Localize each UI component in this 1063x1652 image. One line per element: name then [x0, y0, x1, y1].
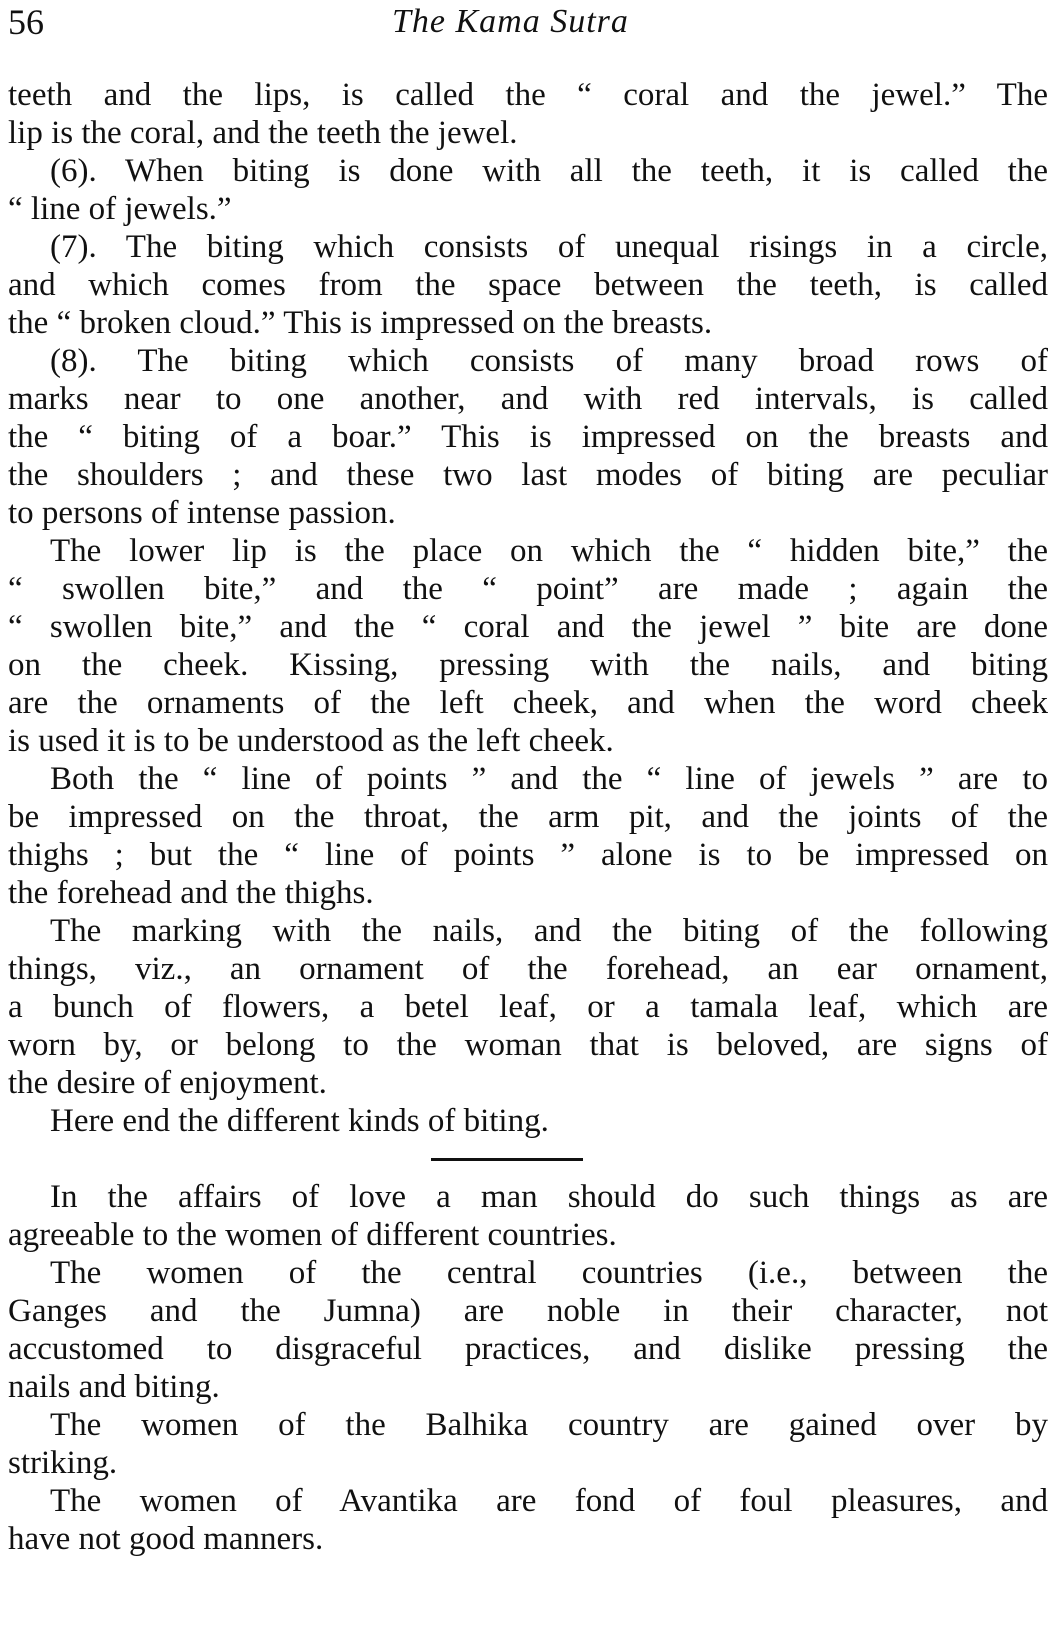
- text-line: have not good manners.: [8, 1521, 324, 1557]
- text-line: Here end the different kinds of biting.: [50, 1103, 549, 1139]
- text-line: on the cheek. Kissing, pressing with the nails, and biting: [8, 647, 1048, 683]
- text-line: The marking with the nails, and the biting of the following: [50, 913, 1048, 949]
- text-line: the shoulders ; and these two last modes of biting are peculiar: [8, 457, 1048, 493]
- text-line: accustomed to disgraceful practices, and dislike pressing the: [8, 1331, 1048, 1367]
- text-line: and which comes from the space between the teeth, is called: [8, 267, 1048, 303]
- text-line: marks near to one another, and with red intervals, is called: [8, 381, 1048, 417]
- text-line: teeth and the lips, is called the “ coral and the jewel.” The: [8, 77, 1048, 113]
- text-line: “ swollen bite,” and the “ point” are made ; again the: [8, 571, 1048, 607]
- text-line: “ swollen bite,” and the “ coral and the jewel ” bite are done: [8, 609, 1048, 645]
- text-line: Both the “ line of points ” and the “ line of jewels ” are to: [50, 761, 1048, 797]
- text-line: (7). The biting which consists of unequal risings in a circle,: [50, 229, 1048, 265]
- text-line: The women of the Balhika country are gained over by: [50, 1407, 1048, 1443]
- running-title: The Kama Sutra: [392, 3, 629, 40]
- text-line: “ line of jewels.”: [8, 191, 232, 227]
- text-line: thighs ; but the “ line of points ” alone is to be impressed on: [8, 837, 1048, 873]
- text-line: (8). The biting which consists of many broad rows of: [50, 343, 1048, 379]
- text-line: the “ broken cloud.” This is impressed on the breasts.: [8, 305, 713, 341]
- text-line: worn by, or belong to the woman that is beloved, are signs of: [8, 1027, 1048, 1063]
- text-line: In the affairs of love a man should do such things as are: [50, 1179, 1048, 1215]
- text-line: The women of Avantika are fond of foul pleasures, and: [50, 1483, 1048, 1519]
- text-line: be impressed on the throat, the arm pit, and the joints of the: [8, 799, 1048, 835]
- text-line: the “ biting of a boar.” This is impressed on the breasts and: [8, 419, 1048, 455]
- text-line: the desire of enjoyment.: [8, 1065, 327, 1101]
- text-line: things, viz., an ornament of the forehead, an ear ornament,: [8, 951, 1048, 987]
- divider-rule: [431, 1158, 583, 1161]
- text-line: (6). When biting is done with all the teeth, it is called the: [50, 153, 1048, 189]
- body-text: [8, 76, 1048, 1558]
- text-line: agreeable to the women of different countries.: [8, 1217, 617, 1253]
- text-line: the forehead and the thighs.: [8, 875, 374, 911]
- text-line: lip is the coral, and the teeth the jewel.: [8, 115, 518, 151]
- text-line: are the ornaments of the left cheek, and when the word cheek: [8, 685, 1048, 721]
- text-line: striking.: [8, 1445, 118, 1481]
- page-number: 56: [8, 2, 44, 42]
- text-line: The women of the central countries (i.e., between the: [50, 1255, 1048, 1291]
- text-line: nails and biting.: [8, 1369, 220, 1405]
- text-line: to persons of intense passion.: [8, 495, 396, 531]
- running-head: [8, 0, 1048, 44]
- text-line: The lower lip is the place on which the “ hidden bite,” the: [50, 533, 1048, 569]
- text-line: is used it is to be understood as the left cheek.: [8, 723, 614, 759]
- text-line: a bunch of flowers, a betel leaf, or a tamala leaf, which are: [8, 989, 1048, 1025]
- text-line: Ganges and the Jumna) are noble in their character, not: [8, 1293, 1048, 1329]
- section-divider: [8, 1140, 1048, 1178]
